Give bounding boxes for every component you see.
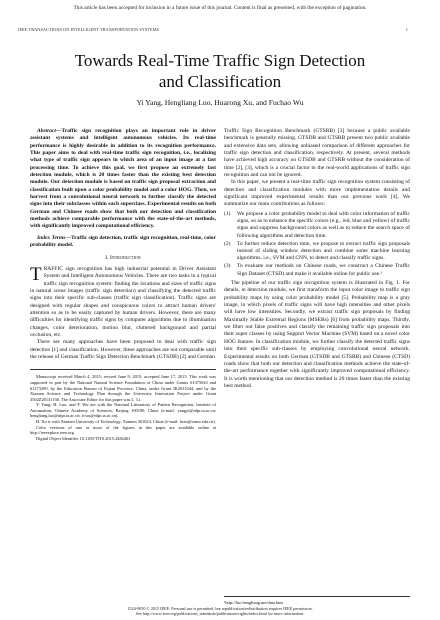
intro-paragraph-1	[30, 263, 216, 339]
footnote-color-versions: Color versions of one or more of the figures in this paper are available online at http://ieeexplore.ieee.org.	[30, 424, 216, 436]
footnote-affiliation-2: H. Xu is with Xiamen University of Technology, Xiamen 361024, China (e-mail: hrxu@xmut.edu.cn).	[36, 419, 216, 425]
title-line-2: and Classification	[158, 72, 282, 91]
acceptance-notice: This article has been accepted for inclusion in a future issue of this journal. Content is final as presented, with the exception of pagination.	[73, 5, 367, 11]
footnote-doi: Digital Object Identifier 10.1109/TITS.2015.2482461	[36, 435, 131, 441]
abstract	[30, 128, 216, 231]
list-item-text: To further reduce detection time, we propose to extract traffic sign proposals instead of sliding window detection and combine some machine learning algorithms, i.e., SVM and CNN, to detect and classify traffic signs.	[237, 240, 410, 262]
author-list: Yi Yang, Hengliang Luo, Huarong Xu, and Fuchao Wu	[136, 98, 304, 107]
index-terms-text: Traffic sign detection, traffic sign recognition, real-time, color probability model.	[30, 234, 216, 249]
abstract-text: Traffic sign recognition plays an important role in driver assistant systems and intelligent autonomous vehicles. Its real-time performance is highly desirable in addition to its recognition performance. This paper aims to deal with real-time traffic sign recognition, i.e., localizing what type of traffic sign appears in which area of an input image at a fast processing time. To achieve this goal, we first propose an extremely fast detection module, which is 20 times faster than the existing best detection module. Our detection module is based on traffic sign proposal extraction and classification built upon a color probability model and a color HOG. Then, we harvest from a convolutional neural network to further classify the detected signs into their subclasses within each superclass. Experimental results on both German and Chinese roads show that both our detection and classification methods achieve comparable performance with the state-of-the-art methods, with significantly improved computational efficiency.	[30, 128, 216, 230]
contribution-list	[224, 211, 410, 278]
right-paragraph-1: Traffic Sign Recognition Benchmark (GTSRB) [3] because a public available benchmark is generally missing. GTSDB and GTSRB present two public available and extensive data sets, allowing unbiased comparison of different approaches for traffic sign detection and classification, respectively. At present, several methods have achieved high accuracy on GTSDB and GTSRB without the consideration of time [2], [3], which is a crucial factor in the real-world applications of traffic sign recognition and can not be ignored.	[224, 128, 410, 179]
abstract-label: Abstract—	[37, 128, 62, 134]
list-item-text: We propose a color probability model to deal with color information of traffic signs, so as to enhance the specific colors (e.g., red, blue and yellow) of traffic signs and suppress background colors as well as to reduce the search space of following algorithms and detection time.	[237, 210, 410, 239]
intro-paragraph-2: There are many approaches have been proposed to deal with traffic sign detection [1] and classification. However, these approaches are not comparable until the release of German Traffic Sign Detection Benchmark (GTSDB) [2] and German	[30, 339, 216, 360]
paper-title	[20, 50, 420, 92]
index-terms-label: Index Terms—	[37, 234, 71, 241]
copyright-line-1: 1524-9050 © 2015 IEEE. Personal use is permitted, but republication/redistribution requires IEEE permission.	[127, 606, 313, 611]
page-number: 1	[405, 27, 408, 32]
first-page-footnotes	[30, 369, 216, 441]
footnote-manuscript: Manuscript received March 4, 2015; revised June 9, 2015; accepted June 17, 2015. This work was supported in part by the National Natural Science Foundation of China under Grants 61375043 and 61273290, by the Education Bureau of Fujian Province, China, under Grant JK2011044, and by the Xiamen Science and Technology Plan through the University Innovation Project under Grant 3502Z20131158. The Associate Editor for this paper was L. Li.	[30, 374, 216, 402]
list-item	[224, 263, 410, 278]
list-item-number: (3)	[224, 263, 231, 270]
list-item	[224, 241, 410, 263]
section-heading-introduction: I. Introduction	[105, 254, 141, 261]
list-item-number: (1)	[224, 210, 231, 217]
drop-cap: T	[30, 263, 42, 285]
list-item-number: (2)	[224, 240, 231, 247]
right-column	[224, 128, 410, 390]
footnote-affiliation-1: Y. Yang, H. Luo, and F. Wu are with the National Laboratory of Pattern Recognition, Institute of Automation, Chinese Academy of Sciences, Beijing 100190, China (e-mail: yangyi@nlpr.ia.ac.cn; hengliang.luo@nlpr.ia.ac.cn; fcwu@nlpr.ia.ac.cn).	[30, 402, 216, 419]
list-item-text: To evaluate our methods on Chinese roads, we construct a Chinese Traffic Sign Dataset (CTSD) and make it available online for public use.¹	[237, 263, 410, 277]
right-paragraph-3: The pipeline of our traffic sign recognition system is illustrated in Fig. 1. For details, in detection module, we first transform the input color image to traffic sign probability maps by using color probability model [5]. Probability map is a gray image, in which pixels of traffic signs will have high intensities and other pixels will have low intensities. Secondly, we extract traffic sign proposals by finding Maximally Stable Extremal Regions (MSERs) [6] from probability maps. Thirdly, we filter out false positives and classify the remaining traffic sign proposals into their super classes by using Support Vector Machine (SVM) based on a novel color HOG feature. In classification module, we further classify the detected traffic signs into their specific sub-classes by employing convolutional neural network. Experimental results on both German (GTSDB and GTSRB) and Chinese (CTSD) roads show that both our detection and classification methods achieve the state-of-the-art performance together with significantly improved computational efficiency. It is worth mentioning that our detection method is 20 times faster than the existing best method.	[224, 280, 410, 389]
copyright-line-2: See http://www.ieee.org/publications_standards/publications/rights/index.html for more information.	[135, 611, 305, 616]
journal-name: IEEE TRANSACTIONS ON INTELLIGENT TRANSPORTATION SYSTEMS	[18, 27, 159, 32]
list-item	[224, 211, 410, 240]
index-terms	[30, 235, 216, 250]
right-paragraph-2: In this paper, we present a real-time traffic sign recognition system consisting of detection and classification modules with more implementation details and significant improved experimental results than our previous work [4]. We summarize our main contributions as follows:	[224, 179, 410, 208]
intro-paragraph-1-text: RAFFIC sign recognition has high industrial potential in Driver Assistant System and Intelligent Autonomous Vehicles. There are two tasks in a typical traffic sign recognition system: finding the locations and sizes of traffic signs in natural scene images (traffic sign detection) and classifying the detected traffic signs into their specific sub-classes (traffic sign classification). Traffic signs are designed with regular shapes and conspicuous colors to attract human drivers' attention so as to be easily captured by human drivers. However, there are many difficulties for identifying traffic signs by computer algorithms due to illumination changes, color deterioration, motion blur, cluttered background and partial occlusion, etc.	[30, 265, 216, 338]
title-line-1: Towards Real-Time Traffic Sign Detection	[74, 51, 366, 70]
copyright-notice	[0, 606, 440, 616]
left-column	[30, 128, 216, 441]
dataset-footnote: ¹http://luo.hengliang.me/data.htm	[224, 596, 410, 605]
